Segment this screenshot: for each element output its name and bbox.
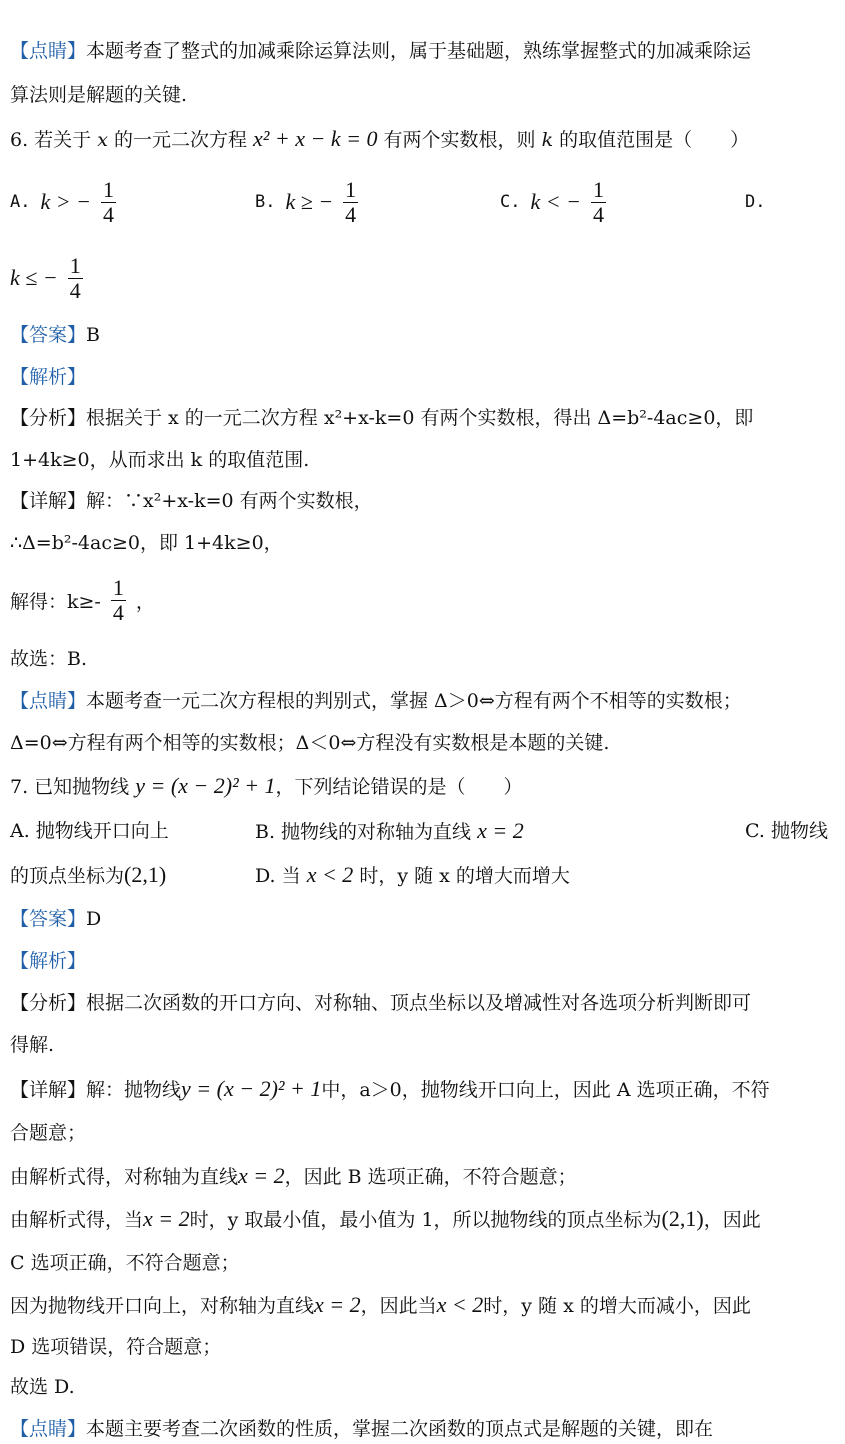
fenxi-text: 得解. (10, 1034, 55, 1056)
detail-text: ，因此 (703, 1209, 761, 1231)
note-line-1 (10, 688, 742, 714)
question-6-stem (10, 126, 749, 153)
fraction (111, 576, 126, 625)
fraction (68, 254, 83, 303)
analysis-tag: 【解析】 (10, 366, 87, 388)
equation: x² + x − k = 0 (253, 126, 378, 151)
analysis-tag: 【解析】 (10, 950, 87, 972)
detail-text: 解得：k≥- (10, 590, 101, 613)
detail-text: ， (135, 590, 155, 613)
option-d (255, 862, 570, 889)
option-d-eq: x < 2 (306, 862, 354, 887)
detail-line-4b (10, 1334, 221, 1360)
option-lhs: k > − (40, 189, 91, 214)
stem-text: 7. 已知抛物线 (10, 776, 130, 798)
detail-text: D 选项错误，符合题意； (10, 1336, 222, 1358)
option-a (10, 172, 116, 232)
question-7-stem (10, 773, 523, 800)
numerator: 1 (69, 252, 81, 278)
denominator: 4 (592, 201, 604, 227)
question-7-options-row-1 (10, 818, 840, 844)
numerator: 1 (345, 176, 357, 202)
note-text: 本题考查一元二次方程根的判别式，掌握 Δ＞0⇔方程有两个不相等的实数根； (86, 690, 742, 712)
fenxi-line-2 (10, 447, 309, 473)
stem-text: 的取值范围是（ ） (559, 129, 750, 151)
numerator: 1 (112, 574, 124, 600)
fenxi-tag: 【分析】 (10, 407, 87, 429)
note-text: Δ=0⇔方程有两个相等的实数根；Δ＜0⇔方程没有实数根是本题的关键. (10, 732, 610, 754)
analysis-heading (10, 364, 86, 390)
point: (2,1) (661, 1206, 704, 1231)
detail-text: 解：抛物线 (86, 1079, 182, 1101)
question-7-options-row-2 (10, 862, 840, 889)
option-lhs: k < − (530, 189, 581, 214)
choose-text: 故选 D. (10, 1376, 75, 1398)
denominator: 4 (69, 277, 81, 303)
note-line-1 (10, 1416, 713, 1442)
note-text: 算法则是解题的关键. (10, 84, 188, 106)
note-tag: 【点睛】 (10, 1418, 87, 1440)
note-text: 本题主要考查二次函数的性质，掌握二次函数的顶点式是解题的关键，即在 (86, 1418, 714, 1440)
option-a: A. 抛物线开口向上 (10, 820, 169, 842)
stem-text: 6. 若关于 (10, 129, 92, 151)
detail-text: ，因此 B 选项正确，不符合题意； (284, 1166, 577, 1188)
option-b-eq: x = 2 (477, 818, 524, 843)
answer-line (10, 906, 101, 932)
option-letter: A. (10, 192, 31, 212)
answer-value: D (86, 908, 102, 930)
option-c (500, 172, 606, 232)
option-lhs: k ≥ − (285, 189, 334, 214)
option-d-text: 时，y 随 x 的增大而增大 (359, 865, 570, 887)
detail-tag: 【详解】 (10, 490, 87, 512)
answer-tag: 【答案】 (10, 324, 87, 346)
detail-text: 时，y 随 x 的增大而减小，因此 (483, 1295, 751, 1317)
answer-tag: 【答案】 (10, 908, 87, 930)
stem-text: 有两个实数根，则 (383, 129, 536, 151)
analysis-heading (10, 948, 86, 974)
numerator: 1 (102, 176, 114, 202)
option-letter: B. (255, 192, 276, 212)
numerator: 1 (592, 176, 604, 202)
note-line-1 (10, 38, 751, 64)
fenxi-line-2 (10, 1032, 54, 1058)
note-text: 本题考查了整式的加减乘除运算法则，属于基础题，熟练掌握整式的加减乘除运 (86, 40, 752, 62)
detail-text: C 选项正确，不符合题意； (10, 1252, 240, 1274)
answer-line (10, 322, 100, 348)
detail-text: 合题意； (10, 1122, 87, 1144)
detail-text: 由解析式得，当 (10, 1209, 144, 1231)
detail-text: 解：∵x²+x-k=0 有两个实数根， (86, 490, 373, 512)
fenxi-text: 根据关于 x 的一元二次方程 x²+x-k=0 有两个实数根，得出 Δ=b²-4ac≥0，即 (86, 407, 754, 429)
question-6-options (10, 172, 840, 232)
detail-text: 中，a＞0，抛物线开口向上，因此 A 选项正确，不符 (321, 1079, 770, 1101)
detail-line-3b (10, 1250, 240, 1276)
detail-line-1 (10, 1076, 770, 1103)
option-d-text: D. 当 (255, 865, 301, 887)
detail-line-2 (10, 530, 283, 556)
choose-line (10, 1374, 75, 1400)
detail-text: 由解析式得，对称轴为直线 (10, 1166, 239, 1188)
fenxi-text: 根据二次函数的开口方向、对称轴、顶点坐标以及增减性对各选项分析判断即可 (86, 992, 752, 1014)
detail-tag: 【详解】 (10, 1079, 87, 1101)
detail-solution (10, 570, 155, 630)
detail-text: ∴Δ=b²-4ac≥0，即 1+4k≥0， (10, 532, 283, 554)
option-b (255, 172, 358, 232)
choose-text: 故选：B. (10, 648, 88, 670)
equation: y = (x − 2)² + 1 (181, 1076, 322, 1101)
detail-line-1b (10, 1120, 86, 1146)
detail-line-1 (10, 488, 373, 514)
equation: x = 2 (238, 1163, 285, 1188)
option-lhs: k ≤ − (10, 265, 58, 290)
detail-text: 因为抛物线开口向上，对称轴为直线 (10, 1295, 315, 1317)
fenxi-text: 1+4k≥0，从而求出 k 的取值范围. (10, 449, 310, 471)
denominator: 4 (345, 201, 357, 227)
detail-line-2 (10, 1163, 577, 1190)
option-d-letter (745, 172, 765, 232)
detail-line-4 (10, 1292, 751, 1319)
var-x: x (97, 129, 108, 151)
fenxi-tag: 【分析】 (10, 992, 87, 1014)
fenxi-line-1 (10, 990, 751, 1016)
denominator: 4 (102, 201, 114, 227)
detail-line-3 (10, 570, 840, 630)
answer-value: B (86, 324, 100, 346)
option-letter: C. (500, 192, 521, 212)
fraction (343, 178, 358, 227)
option-b (255, 818, 524, 845)
note-tag: 【点睛】 (10, 40, 87, 62)
option-c: C. 抛物线 (745, 820, 828, 842)
choose-line (10, 646, 87, 672)
denominator: 4 (112, 599, 124, 625)
detail-text: ，因此当 (360, 1295, 437, 1317)
option-c-point: (2,1) (124, 862, 167, 887)
option-c-cont: 的顶点坐标为 (10, 865, 125, 887)
equation: y = (x − 2)² + 1 (135, 773, 276, 798)
detail-text: 时，y 取最小值，最小值为 1，所以抛物线的顶点坐标为 (189, 1209, 662, 1231)
stem-text: ，下列结论错误的是（ ） (275, 776, 523, 798)
equation: x < 2 (436, 1292, 484, 1317)
fraction (591, 178, 606, 227)
option-d (10, 248, 840, 308)
equation: x = 2 (143, 1206, 190, 1231)
note-line-2 (10, 730, 609, 756)
option-d-content (10, 248, 83, 308)
fenxi-line-1 (10, 405, 753, 431)
equation: x = 2 (314, 1292, 361, 1317)
stem-text: 的一元二次方程 (113, 129, 247, 151)
note-tag: 【点睛】 (10, 690, 87, 712)
var-k: k (541, 129, 554, 151)
option-letter: D. (745, 192, 766, 212)
fraction (101, 178, 116, 227)
detail-line-3 (10, 1206, 761, 1233)
option-b-text: B. 抛物线的对称轴为直线 (255, 821, 472, 843)
note-line-2 (10, 82, 187, 108)
